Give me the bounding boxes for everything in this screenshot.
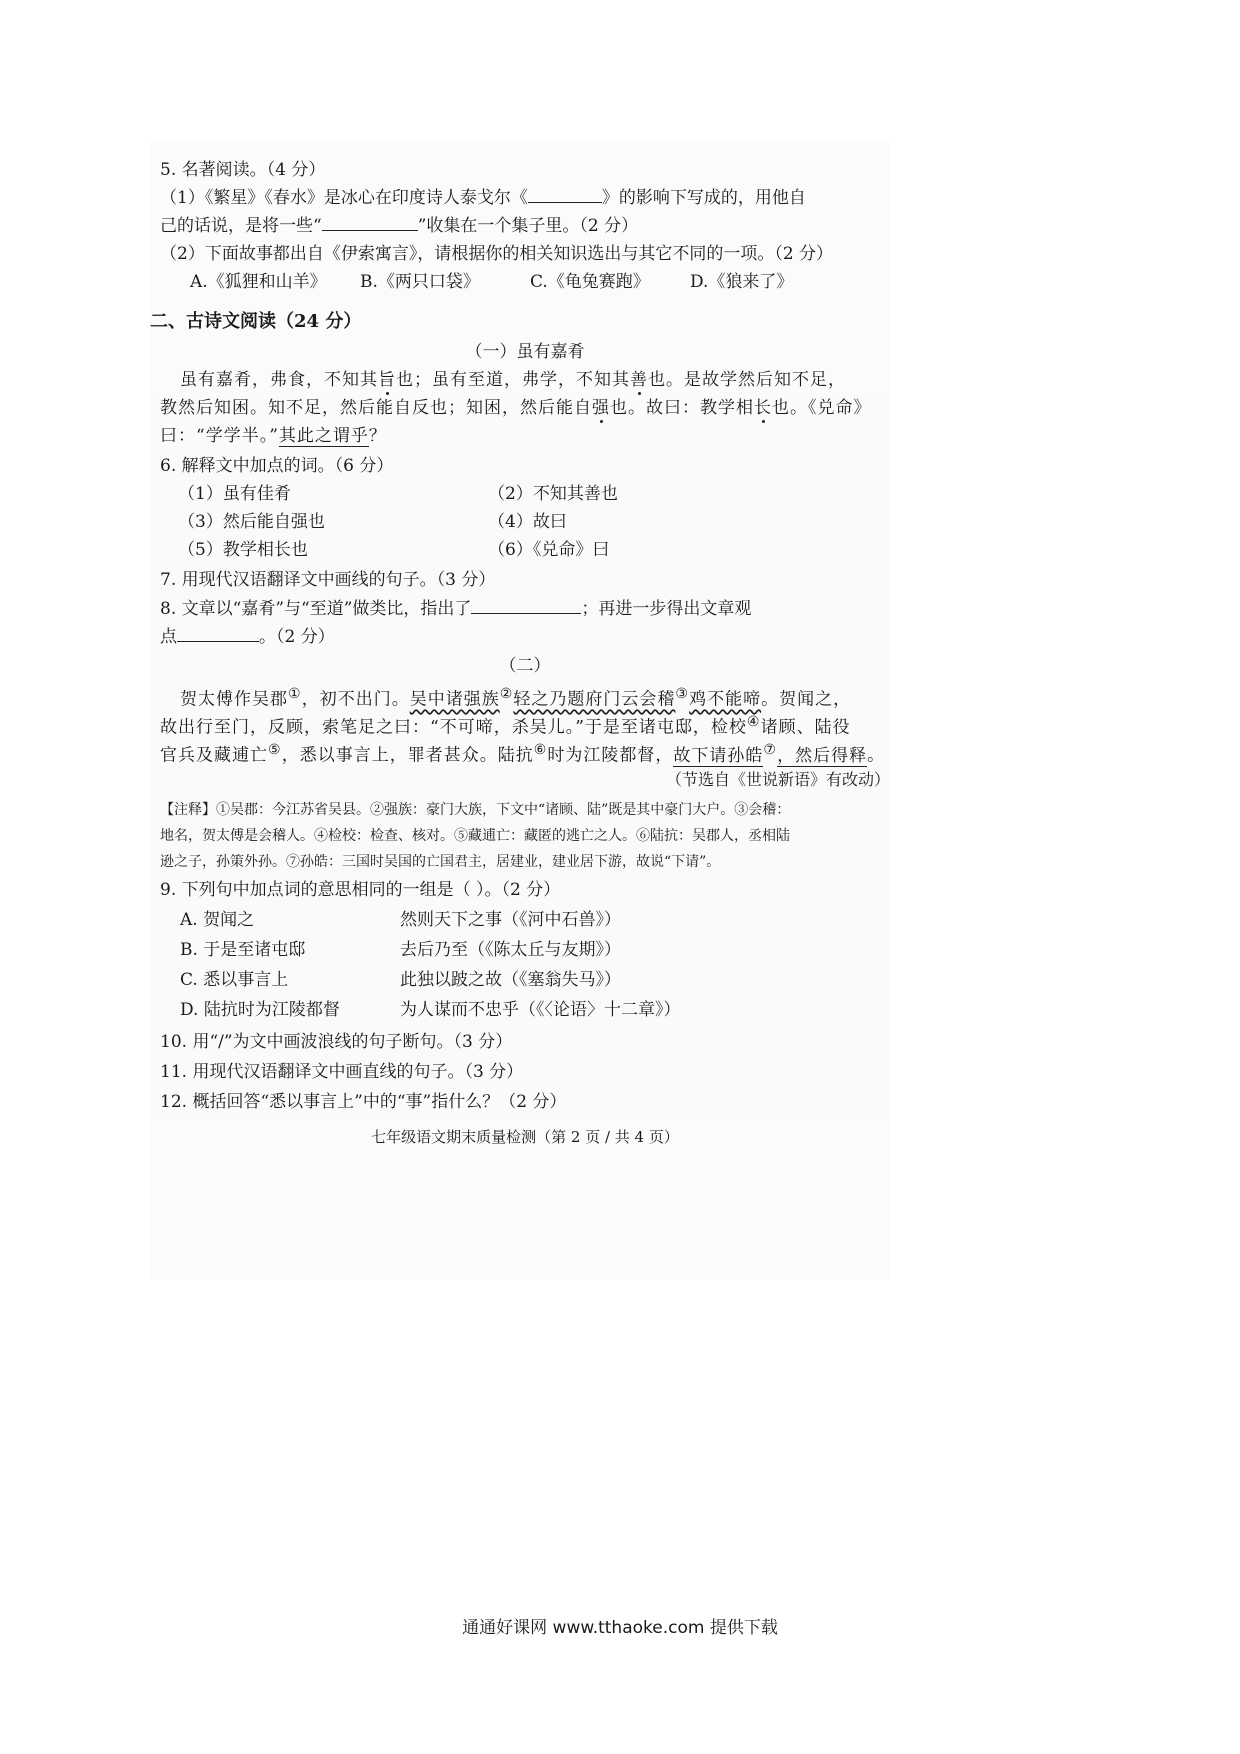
q11-title: 11. 用现代汉语翻译文中画直线的句子。（3 分） <box>160 1062 524 1082</box>
option-d[interactable]: D.《狼来了》 <box>690 272 794 292</box>
page-footer: 七年级语文期末质量检测（第 2 页 / 共 4 页） <box>371 1128 679 1146</box>
q6-row3: （5）教学相长也 （6）《兑命》曰 <box>178 540 610 560</box>
passage1-line1: 虽有嘉肴，弗食，不知其旨也；虽有至道，弗学，不知其善也。是故学然后知不足， <box>180 370 846 390</box>
answer-blank[interactable] <box>528 186 602 203</box>
q12-title: 12. 概括回答“悉以事言上”中的“事”指什么？（2 分） <box>160 1092 567 1112</box>
q5-part1-line1: （1）《繁星》《春水》是冰心在印度诗人泰戈尔《 》的影响下写成的，用他自 <box>160 188 806 208</box>
answer-blank[interactable] <box>471 597 581 614</box>
note-line1: 【注释】①吴郡：今江苏省吴县。②强族：豪门大族，下文中“诸顾、陆”既是其中豪门大户。③会稽： <box>160 802 791 818</box>
wavy-sentence: 吴中诸强族 <box>409 689 500 710</box>
option-a[interactable]: A.《狐狸和山羊》 <box>190 272 327 292</box>
answer-blank[interactable] <box>177 625 259 642</box>
q5-part2: （2）下面故事都出自《伊索寓言》，请根据你的相关知识选出与其它不同的一项。（2 分） <box>160 244 834 264</box>
q9-row-d: D. 陆抗时为江陵都督 为人谋而不忠乎（《〈论语〉十二章》） <box>180 1000 681 1020</box>
note-line2: 地名，贺太傅是会稽人。④检校：检查、核对。⑤藏逋亡：藏匿的逃亡之人。⑥陆抗：吴郡人，丞相陆 <box>160 828 790 844</box>
q9-title: 9. 下列句中加点词的意思相同的一组是（ ）。（2 分） <box>160 880 561 900</box>
section2-title: 二、古诗文阅读（24 分） <box>150 311 362 332</box>
underlined-sentence-2: 故下请孙皓 <box>673 745 764 766</box>
q5-title: 5. 名著阅读。（4 分） <box>160 160 326 180</box>
passage1-line2: 教然后知困。知不足，然后能自反也；知困，然后能自强也。故曰：教学相长也。《兑命》 <box>160 398 872 418</box>
q10-title: 10. 用“/”为文中画波浪线的句子断句。（3 分） <box>160 1032 513 1052</box>
option-c[interactable]: C.《龟兔赛跑》 <box>530 272 650 292</box>
q9-row-c: C. 悉以事言上 此独以跛之故（《塞翁失马》） <box>180 970 621 990</box>
q9-row-b: B. 于是至诸屯邸 去后乃至（《陈太丘与友期》） <box>180 940 621 960</box>
passage2-line3: 官兵及藏逋亡⑤，悉以事言上，罪者甚众。陆抗⑥时为江陵都督，故下请孙皓⑦，然后得释。 <box>160 742 886 766</box>
passage1-line3: 曰：“学学半。”其此之谓乎？ <box>160 426 387 446</box>
passage1-title: （一）虽有嘉肴 <box>465 342 585 362</box>
q8-line2: 点 。（2 分） <box>160 627 335 647</box>
q6-row2: （3）然后能自强也 （4）故曰 <box>178 512 567 532</box>
passage2-source: （节选自《世说新语》有改动） <box>665 770 890 789</box>
answer-blank[interactable] <box>322 214 418 231</box>
option-b[interactable]: B.《两只口袋》 <box>360 272 480 292</box>
passage2-line1: 贺太傅作吴郡①，初不出门。吴中诸强族②轻之乃题府门云会稽③鸡不能啼。贺闻之， <box>180 686 852 710</box>
q5-options <box>190 270 890 294</box>
underlined-sentence: 其此之谓乎 <box>278 426 369 446</box>
q6-row1: （1）虽有佳肴 （2）不知其善也 <box>178 484 618 504</box>
passage2-line2: 故出行至门，反顾，索笔足之曰：“不可啼，杀吴儿。”于是至诸屯邸，检校④诸顾、陆役 <box>160 714 851 738</box>
passage2-title: （二） <box>499 656 551 676</box>
q7-title: 7. 用现代汉语翻译文中画线的句子。（3 分） <box>160 570 496 590</box>
q8-line1: 8. 文章以“嘉肴”与“至道”做类比，指出了 ；再进一步得出文章观 <box>160 599 752 619</box>
q5-part1-line2: 己的话说，是将一些“ ”收集在一个集子里。（2 分） <box>160 216 639 236</box>
site-credit: 通通好课网 www.tthaoke.com 提供下载 <box>462 1618 778 1638</box>
q6-title: 6. 解释文中加点的词。（6 分） <box>160 456 394 476</box>
q9-row-a: A. 贺闻之 然则天下之事（《河中石兽》） <box>180 910 621 930</box>
note-line3: 逊之子，孙策外孙。⑦孙皓：三国时吴国的亡国君主，居建业，建业居下游，故说“下请”。 <box>160 854 721 870</box>
